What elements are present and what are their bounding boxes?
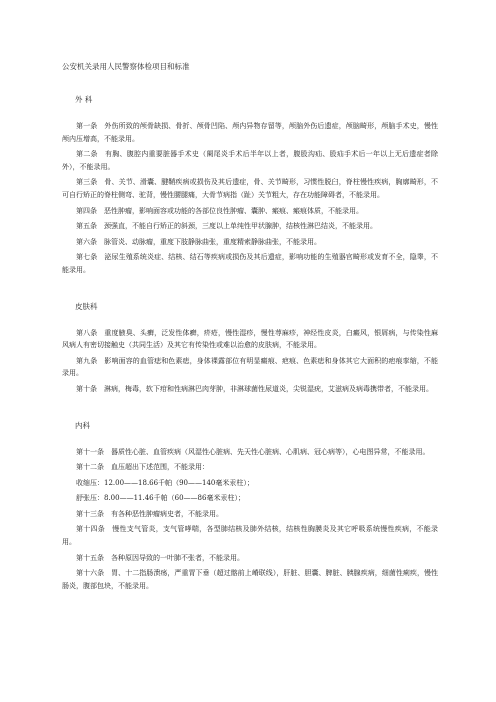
article-8: 第八条 重度腋臭、头癣，泛发性体癣，疥疮，慢性湿疹，慢性荨麻疹，神经性皮炎，白癜风，银屑病，与传染性麻风病人有密切接触史（共同生活）及其它有传染性或难以治愈的皮肤病，不能录用。 xyxy=(62,328,438,350)
article-11: 第十一条 器质性心脏、血管疾病（风湿性心脏病、先天性心脏病、心肌病、冠心病等），心电图异常，不能录用。 xyxy=(76,447,430,456)
systolic-range: 收缩压：12.00——18.66千帕（90——140毫米汞柱）； xyxy=(76,478,254,487)
section-heading-surgery: 外 科 xyxy=(75,95,93,104)
article-14: 第十四条 慢性支气管炎，支气管哮喘，各型肺结核及肺外结核，结核性胸膜炎及其它呼吸系统慢性疾病，不能录用。 xyxy=(62,525,438,547)
section-heading-internal-medicine: 内科 xyxy=(75,420,90,430)
document-title: 公安机关录用人民警察体检项目和标准 xyxy=(62,62,190,71)
article-5: 第五条 颈强直，不能自行矫正的斜颈，三度以上单纯性甲状腺肿，结核性淋巴结炎，不能录用。 xyxy=(76,222,377,231)
section-heading-dermatology: 皮肤科 xyxy=(75,301,98,311)
article-7: 第七条 泌尿生殖系统炎症、结核、结石等疾病或损伤及其后遗症，影响功能的生殖器官畸形或发育不全，隐睾，不能录用。 xyxy=(62,253,438,274)
article-12: 第十二条 血压超出下述范围，不能录用： xyxy=(76,463,209,472)
article-3: 第三条 骨、关节、滑囊、腱鞘疾病或损伤及其后遗症，骨、关节畸形，习惯性脱臼，脊柱慢性疾病，胸廓畸形，不可自行矫正的脊柱侧弯、驼背，慢性腰腿痛，大骨节病指（趾）关节粗大，存在功能障碍者，不能录用。 xyxy=(62,178,438,199)
article-1: 第一条 外伤所致的颅骨缺损、骨折、颅骨凹陷、颅内异物存留等，颅脑外伤后遗症，颅脑畸形，颅脑手术史，慢性颅内压增高，不能录用。 xyxy=(62,122,438,143)
article-9: 第九条 影响面容的血管痣和色素痣，身体裸露部位有明显癜痕、疤痕、色素痣和身体其它大面积的疤痕挛缩，不能录用。 xyxy=(62,356,438,378)
article-16: 第十六条 胃、十二指肠溃疡，严重胃下垂（超过髂前上嵴联线），肝脏、胆囊、脾脏、胰腺疾病，细菌性痢疾，慢性肠炎，腹部包块，不能录用。 xyxy=(62,569,438,590)
article-2: 第二条 有胸、腹腔内重要脏器手术史（阑尾炎手术后半年以上者，腹股沟疝、股疝手术后一年以上无后遗症者除外），不能录用。 xyxy=(62,150,438,171)
article-15: 第十五条 各种原因导致的一叶肺不张者，不能录用。 xyxy=(76,553,244,562)
article-13: 第十三条 有各种恶性肿瘤病史者，不能录用。 xyxy=(76,509,223,518)
diastolic-range: 舒张压：8.00——11.46千帕（60——86毫米汞柱）； xyxy=(76,494,245,503)
article-4: 第四条 恶性肿瘤，影响面容或功能的各部位良性肿瘤、囊肿、瘢痕、瘢痕体质，不能录用。 xyxy=(76,206,363,215)
article-6: 第六条 脉管炎、动脉瘤，重度下肢静脉曲张，重度精索静脉曲张，不能录用。 xyxy=(76,237,321,246)
article-10: 第十条 淋病，梅毒，软下疳和性病淋巴肉芽肿，非淋球菌性尿道炎，尖锐湿疣，艾滋病及病毒携带者，不能录用。 xyxy=(76,384,433,393)
